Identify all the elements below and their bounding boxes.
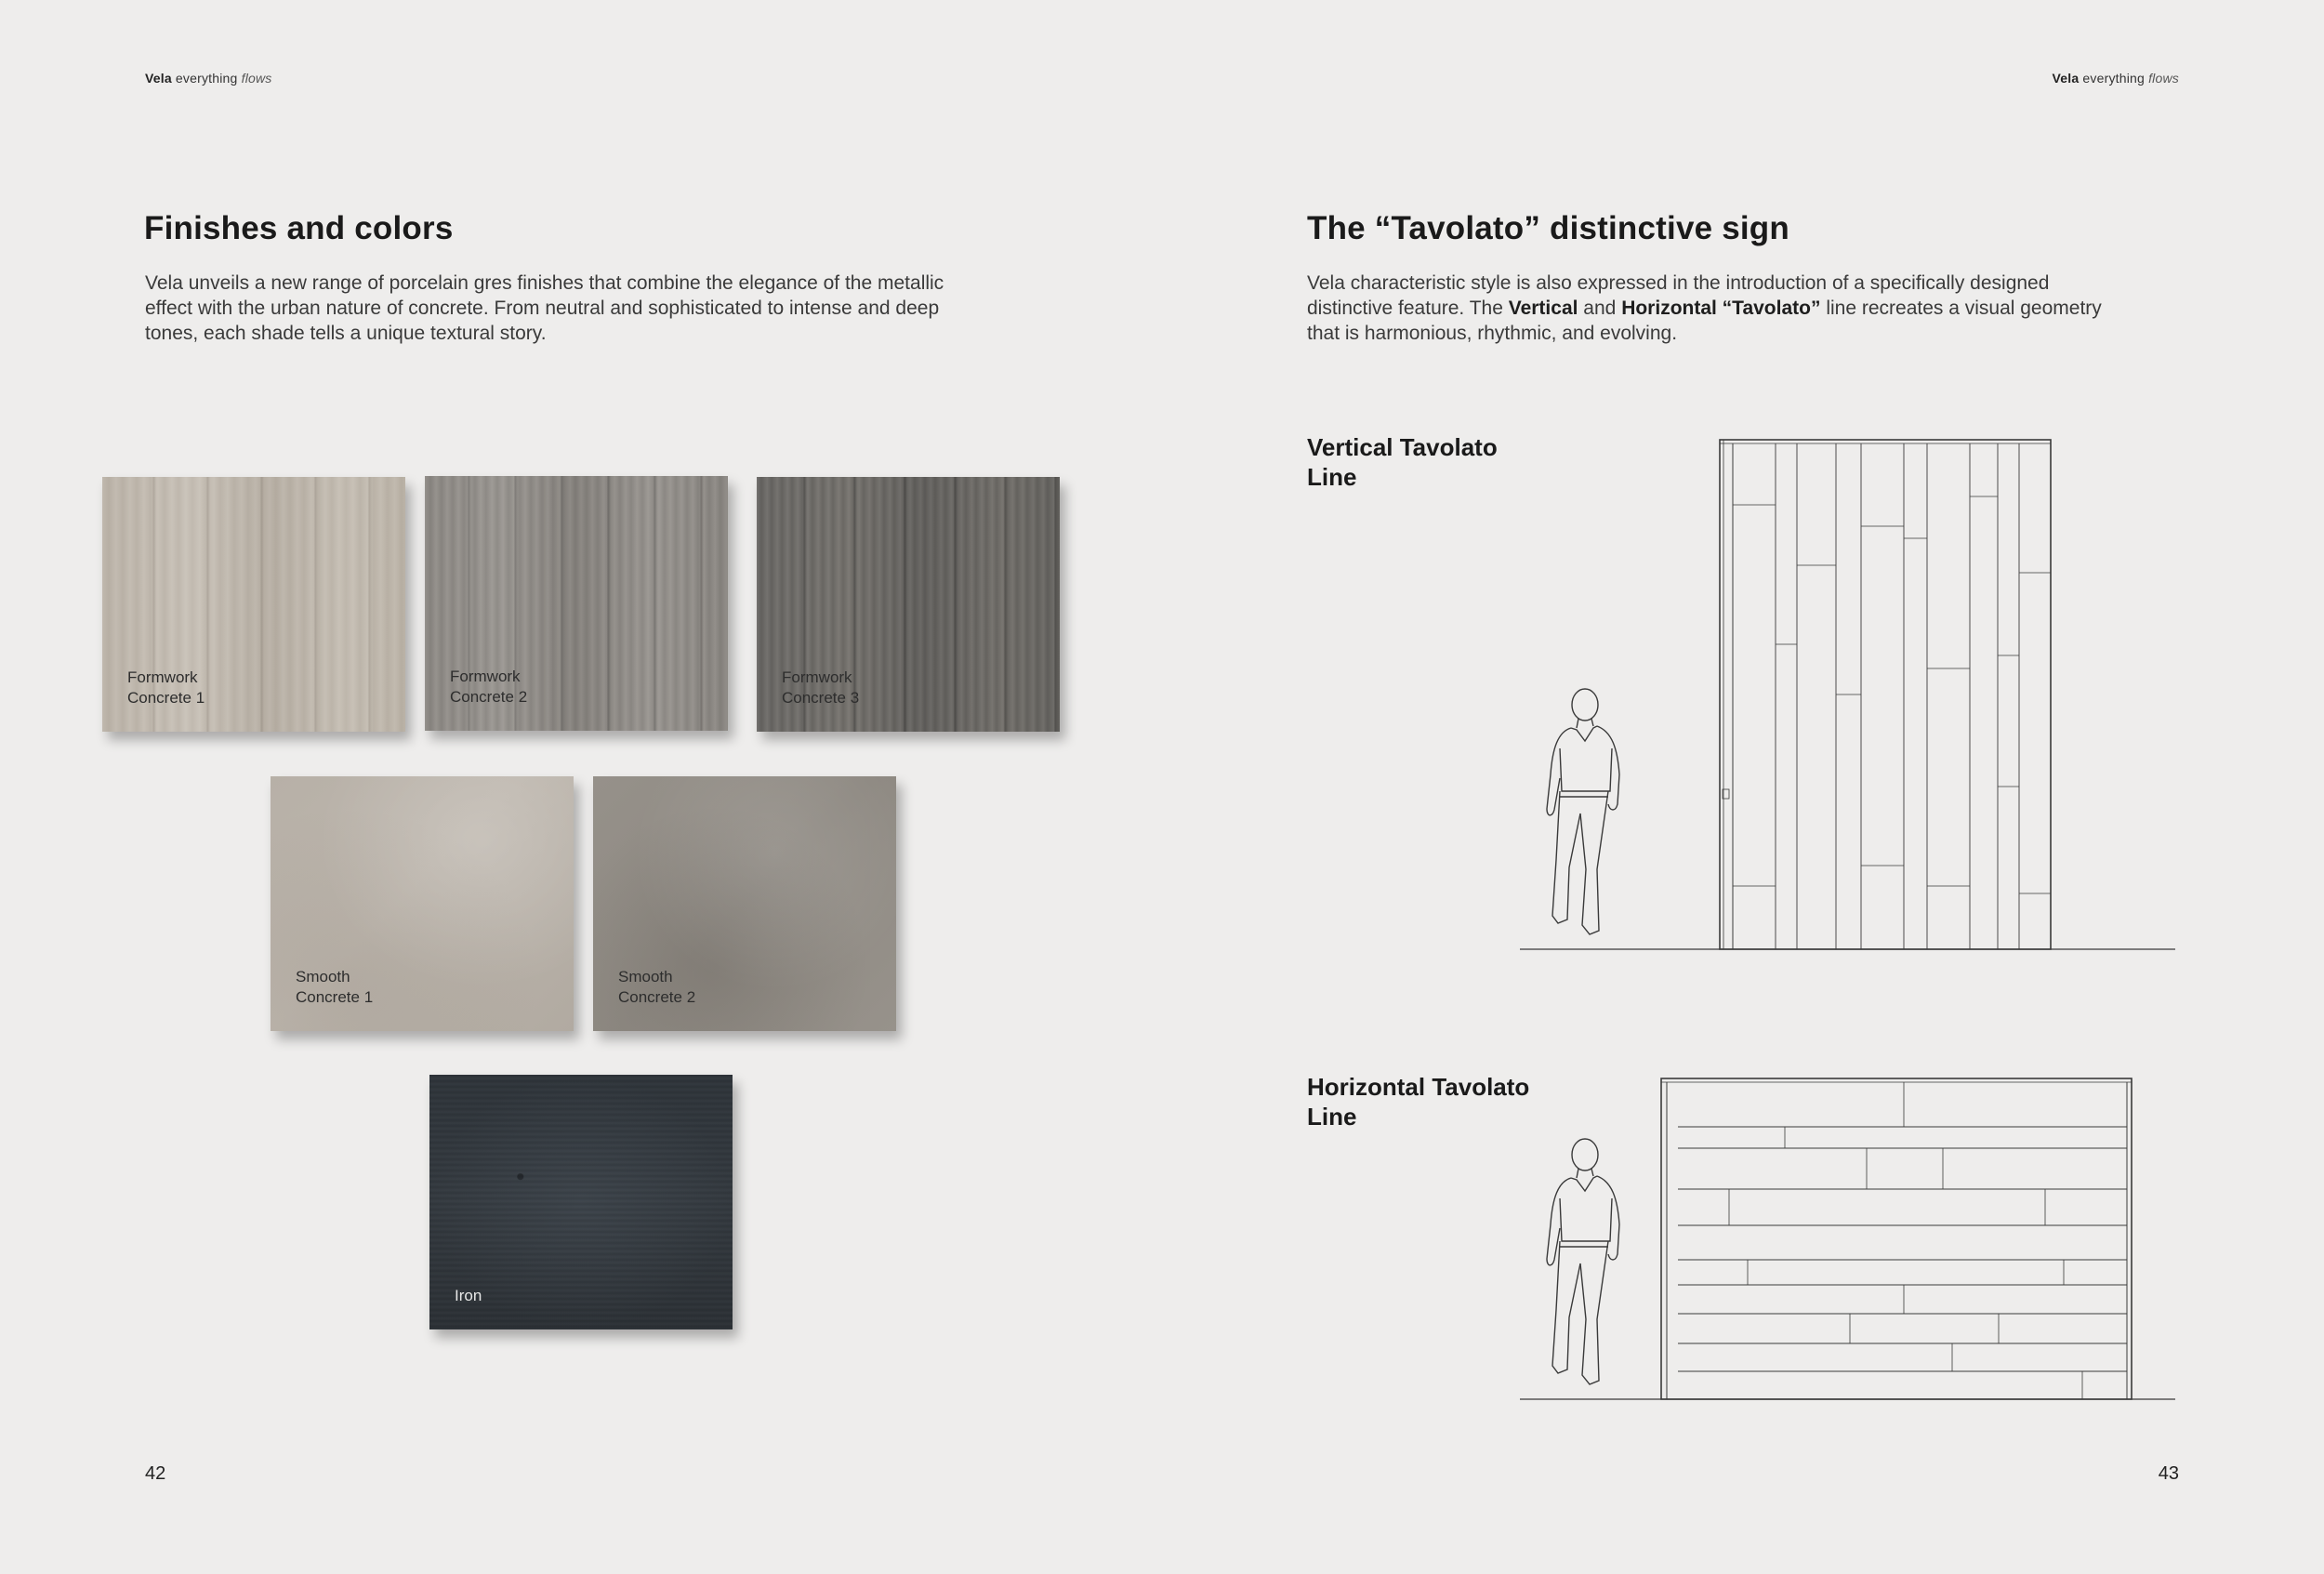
swatch-label-line2: Concrete 1 (127, 689, 205, 707)
swatch-smooth-concrete-1 (271, 776, 574, 1031)
horizontal-tavolato-heading (1307, 1072, 1529, 1131)
swatch-formwork-concrete-2 (425, 476, 728, 731)
intro-text: line recreates a visual geometry (1820, 298, 2102, 319)
heading-line1: Vertical Tavolato (1307, 433, 1498, 461)
brand-name: Vela (2052, 71, 2080, 86)
page-title-finishes: Finishes and colors (144, 210, 454, 246)
swatch-label-line1: Formwork (782, 668, 852, 686)
heading-line2: Line (1307, 1103, 1357, 1131)
vertical-tavolato-drawing (1515, 432, 2185, 953)
swatch-label-line2: Concrete 1 (296, 988, 374, 1006)
header-brand-left (145, 71, 272, 86)
intro-line-3: tones, each shade tells a unique textural story. (145, 323, 547, 344)
swatch-label-line1: Smooth (618, 968, 673, 985)
intro-line-1: Vela unveils a new range of porcelain gres finishes that combine the elegance of the metallic (145, 272, 944, 294)
brand-tagline-a: everything (2082, 71, 2145, 86)
swatch-label (127, 668, 205, 708)
swatch-label-line1: Formwork (127, 668, 198, 686)
swatch-label (450, 667, 527, 708)
heading-line2: Line (1307, 463, 1357, 491)
brand-tagline-b: flows (2148, 71, 2179, 86)
brand-tagline-b: flows (241, 71, 272, 86)
page-number-right: 43 (2158, 1463, 2179, 1484)
swatch-label-line1: Iron (455, 1287, 482, 1304)
intro-line-2 (1307, 296, 2237, 321)
intro-text: distinctive feature. The (1307, 298, 1509, 319)
page-title-tavolato: The “Tavolato” distinctive sign (1307, 210, 1789, 246)
swatch-label (782, 668, 859, 708)
swatch-formwork-concrete-1 (102, 477, 405, 732)
swatch-label-line2: Concrete 3 (782, 689, 860, 707)
swatch-label-line1: Formwork (450, 668, 521, 685)
swatch-smooth-concrete-2 (593, 776, 896, 1031)
person-figure (1547, 689, 1619, 934)
intro-bold-vertical: Vertical (1508, 298, 1578, 319)
intro-text: and (1578, 298, 1622, 319)
brand-name: Vela (145, 71, 172, 86)
vertical-tavolato-heading (1307, 432, 1498, 492)
heading-line1: Horizontal Tavolato (1307, 1073, 1530, 1101)
intro-line-1: Vela characteristic style is also expressed in the introduction of a specifically designed (1307, 272, 2050, 294)
swatch-formwork-concrete-3 (757, 477, 1060, 732)
intro-line-3: that is harmonious, rhythmic, and evolving. (1307, 323, 1678, 344)
horizontal-tavolato-drawing (1515, 1074, 2185, 1401)
swatch-label-line2: Concrete 2 (618, 988, 696, 1006)
intro-tavolato (1307, 271, 2237, 346)
person-figure (1547, 1139, 1619, 1384)
intro-bold-horizontal: Horizontal “Tavolato” (1621, 298, 1821, 319)
header-brand-right (2052, 71, 2179, 86)
swatch-label (455, 1286, 482, 1306)
page-number-left: 42 (145, 1463, 166, 1484)
intro-line-2: effect with the urban nature of concrete. From neutral and sophisticated to intense and deep (145, 298, 940, 319)
swatch-iron (429, 1075, 733, 1329)
swatch-label-line2: Concrete 2 (450, 688, 528, 706)
intro-finishes (145, 271, 1075, 346)
swatch-label (618, 967, 695, 1008)
swatch-label (296, 967, 373, 1008)
brand-tagline-a: everything (175, 71, 238, 86)
swatch-label-line1: Smooth (296, 968, 350, 985)
